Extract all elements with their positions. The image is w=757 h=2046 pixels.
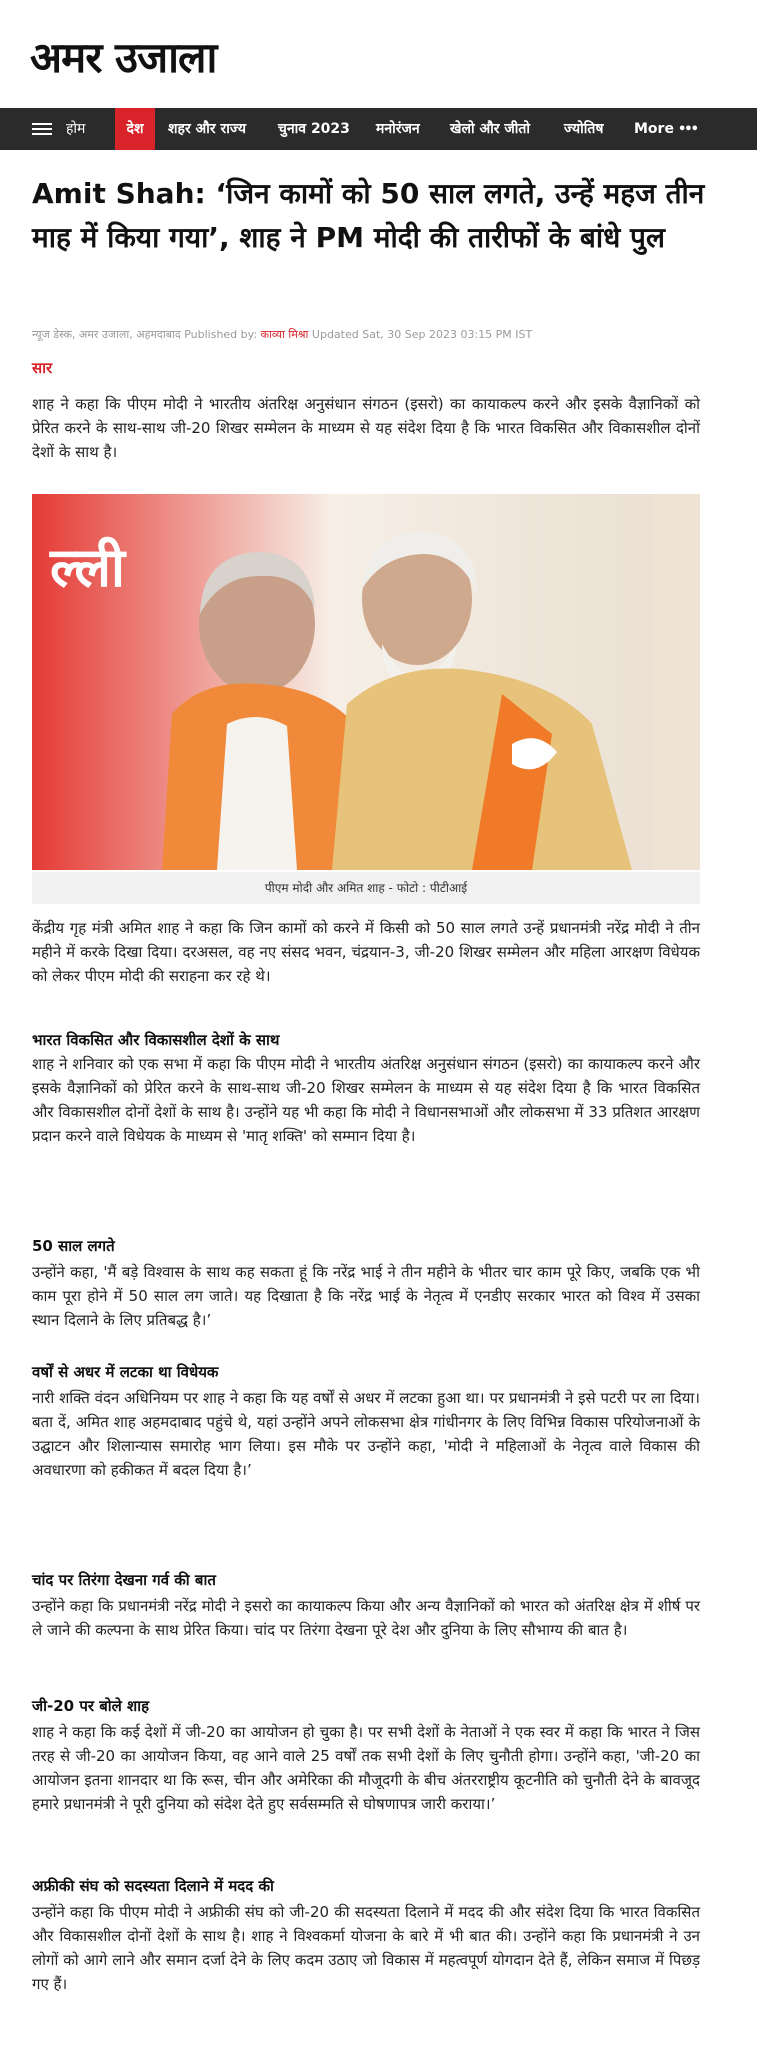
main-navbar	[0, 108, 757, 150]
nav-more[interactable]	[634, 108, 697, 150]
more-dots-icon: •••	[677, 122, 697, 137]
banner-text: ल्ली	[50, 536, 125, 599]
nav-chunav-2023[interactable]: चुनाव 2023	[278, 121, 350, 137]
nav-desh-active[interactable]: देश	[115, 108, 155, 150]
photo-illustration	[32, 494, 700, 870]
section-body: शाह ने शनिवार को एक सभा में कहा कि पीएम मोदी ने भारतीय अंतरिक्ष अनुसंधान संगठन (इसरो) का कायाकल्प करने और इसके वैज्ञानिकों को प्रेरित करने के साथ-साथ जी-20 शिखर सम्मेलन के माध्यम से यह संदेश दिया है कि भारत विकसित और विकासशील दोनों देशों के साथ है। उन्होंने यह भी कहा कि मोदी ने विधानसभाओं और लोकसभा में 33 प्रतिशत आरक्षण प्रदान करने वाले विधेयक के माध्यम से 'मातृ शक्ति' को सम्मान दिया है।	[32, 1055, 700, 1145]
masthead	[0, 0, 757, 108]
section-heading: 50 साल लगते	[32, 1237, 115, 1255]
nav-home[interactable]: होम	[66, 121, 86, 137]
site-logo[interactable]: अमर उजाला	[30, 33, 217, 82]
byline-published-label: Published by:	[184, 328, 258, 341]
section-body: उन्होंने कहा, 'मैं बड़े विश्वास के साथ कह सकता हूं कि नरेंद्र भाई ने तीन महीने के भीतर चार काम पूरे किए, जबकि एक भी काम पूरा होने में 50 साल लग जाते। यह दिखाता है कि नरेंद्र भाई के नेतृत्व में एनडीए सरकार भारत को विश्व में उसका स्थान दिलाने के लिए प्रतिबद्ध है।’	[32, 1263, 700, 1329]
article-byline	[32, 327, 532, 342]
nav-more-label: More	[634, 121, 674, 137]
summary-label: सार	[32, 359, 53, 377]
section-heading: जी-20 पर बोले शाह	[32, 1697, 150, 1715]
section-body: उन्होंने कहा कि प्रधानमंत्री नरेंद्र मोदी ने इसरो का कायाकल्प किया और अन्य वैज्ञानिकों को भारत को अंतरिक्ष क्षेत्र में शीर्ष पर ले जाने की कल्पना के साथ प्रेरित किया। चांद पर तिरंगा देखना पूरे देश और दुनिया के लिए सौभाग्य की बात है।	[32, 1597, 700, 1639]
photo-caption: पीएम मोदी और अमित शाह - फोटो : पीटीआई	[32, 872, 700, 904]
article-intro: केंद्रीय गृह मंत्री अमित शाह ने कहा कि जिन कामों को करने में किसी को 50 साल लगते उन्हें प्रधानमंत्री नरेंद्र मोदी ने तीन महीने में करके दिखा दिया। दरअसल, वह नए संसद भवन, चंद्रयान-3, जी-20 शिखर सम्मेलन और महिला आरक्षण विधेयक को लेकर पीएम मोदी की सराहना कर रहे थे।	[32, 919, 700, 985]
nav-khelo-aur-jeeto[interactable]: खेलो और जीतो	[450, 121, 530, 137]
section-heading: चांद पर तिरंगा देखना गर्व की बात	[32, 1571, 216, 1589]
article-title: Amit Shah: ‘जिन कामों को 50 साल लगते, उन्हें महज तीन माह में किया गया’, शाह ने PM मोदी की तारीफों के बांधे पुल	[32, 177, 705, 254]
section-heading: अफ्रीकी संघ को सदस्यता दिलाने में मदद की	[32, 1877, 274, 1895]
section-body: नारी शक्ति वंदन अधिनियम पर शाह ने कहा कि यह वर्षों से अधर में लटका हुआ था। पर प्रधानमंत्री ने इसे पटरी पर ला दिया। बता दें, अमित शाह अहमदाबाद पहुंचे थे, यहां उन्होंने अपने लोकसभा क्षेत्र गांधीनगर के लिए विभिन्न विकास परियोजनाओं के उद्घाटन और शिलान्यास समारोह भाग लिया। इस मौके पर उन्होंने कहा, 'मोदी ने महिलाओं के नेतृत्व वाले विकास की अवधारणा को हकीकत में बदल दिया है।’	[32, 1389, 700, 1479]
section-body: शाह ने कहा कि कई देशों में जी-20 का आयोजन हो चुका है। पर सभी देशों के नेताओं ने एक स्वर में कहा कि भारत ने जिस तरह से जी-20 का आयोजन किया, वह आने वाले 25 वर्षों तक सभी देशों के लिए चुनौती होगा। उन्होंने कहा, 'जी-20 का आयोजन इतना शानदार था कि रूस, चीन और अमेरिका की मौजूदगी के बीच अंतरराष्ट्रीय कूटनीति को चुनौती देने के बावजूद हमारे प्रधानमंत्री ने पूरी दुनिया को संदेश देते हुए सर्वसम्मति से घोषणापत्र जारी कराया।’	[32, 1723, 700, 1813]
nav-manoranjan[interactable]: मनोरंजन	[376, 121, 420, 137]
byline-author-link[interactable]: काव्या मिश्रा	[260, 328, 309, 341]
section-heading: भारत विकसित और विकासशील देशों के साथ	[32, 1031, 280, 1049]
hamburger-menu-icon[interactable]	[32, 108, 56, 150]
nav-jyotish[interactable]: ज्योतिष	[564, 121, 604, 137]
section-body: उन्होंने कहा कि पीएम मोदी ने अफ्रीकी संघ को जी-20 की सदस्यता दिलाने में मदद की और संदेश दिया कि भारत विकसित और विकासशील दोनों देशों के साथ है। शाह ने विश्वकर्मा योजना के बारे में भी बात की। उन्होंने कहा कि प्रधानमंत्री ने उन लोगों को आगे लाने और समान दर्जा देने के लिए कदम उठाए जो विकास में महत्वपूर्ण योगदान देते हैं, लेकिन समाज में पिछड़ गए हैं।	[32, 1903, 700, 1993]
byline-updated: Updated Sat, 30 Sep 2023 03:15 PM IST	[311, 328, 533, 341]
section-heading: वर्षों से अधर में लटका था विधेयक	[32, 1363, 219, 1381]
article-photo	[32, 494, 700, 870]
summary-text: शाह ने कहा कि पीएम मोदी ने भारतीय अंतरिक्ष अनुसंधान संगठन (इसरो) का कायाकल्प करने और इसके वैज्ञानिकों को प्रेरित करने के साथ-साथ जी-20 शिखर सम्मेलन के माध्यम से यह संदेश दिया है कि भारत विकसित और विकासशील दोनों देशों के साथ है।	[32, 395, 700, 461]
nav-shahar-aur-rajya[interactable]: शहर और राज्य	[168, 121, 246, 137]
byline-desk: न्यूज डेस्क, अमर उजाला, अहमदाबाद	[32, 328, 181, 341]
